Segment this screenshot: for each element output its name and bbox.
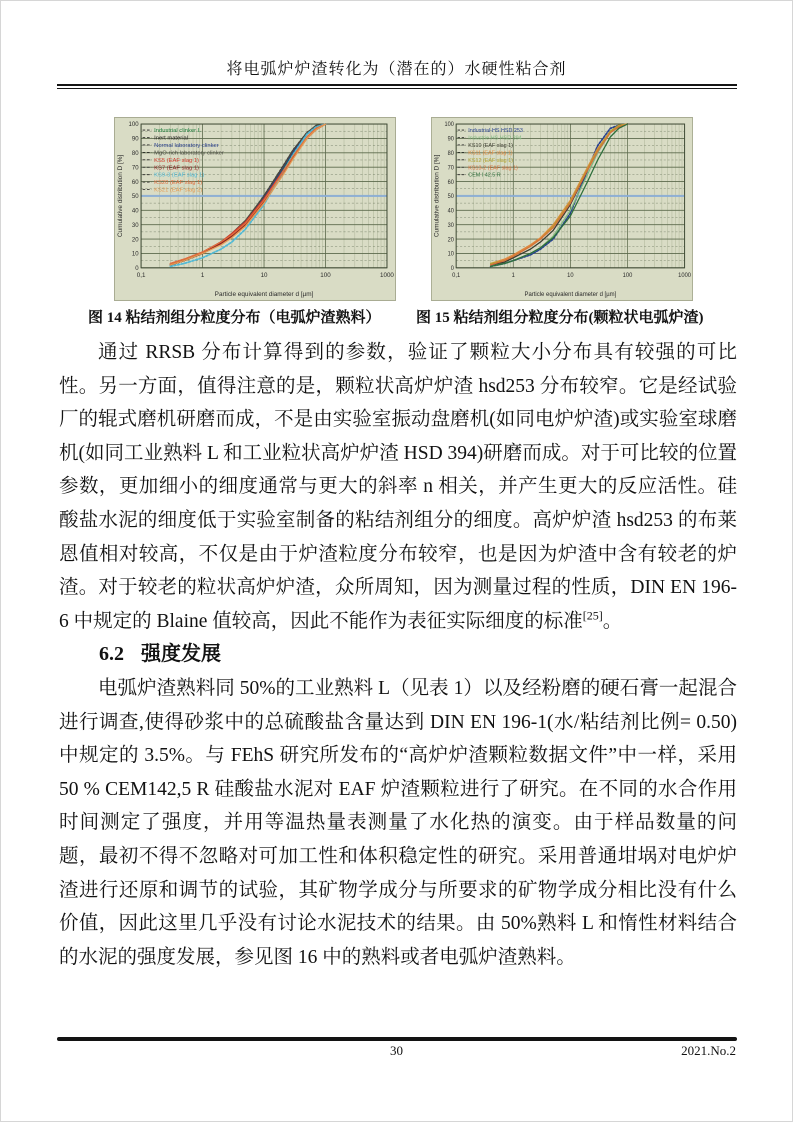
paragraph-2: 电弧炉渣熟料同 50%的工业熟料 L（见表 1）以及经粉磨的硬石膏一起混合进行调查,使得砂浆中的总硫酸盐含量达到 DIN EN 196-1(水/粘结剂比例= 0.50)中规定的 3.5%。与 FEhS 研究所发布的“高炉炉渣颗粒数据文件”中一样，采用 50 % CEM142,5 R 硅酸盐水泥对 EAF 炉渣颗粒进行了研究。在不同的水合作用时间测定了强度，并用等温热量表测量了水化热的演变。由于样品数量的问题，最初不得不忽略对可加工性和体积稳定性的研究。采用普通坩埚对电炉炉渣进行还原和调节的试验，其矿物学成分与所要求的矿物学成分相比没有什么价值，因此这里几乎没有讨论水泥技术的结果。由 50%熟料 L 和惰性材料结合的水泥的强度发展，参见图 16 中的熟料或者电弧炉渣熟料。 <box>59 677 737 968</box>
svg-text:100: 100 <box>128 122 139 129</box>
svg-text:KS7 (EAF slag 1): KS7 (EAF slag 1) <box>154 165 200 172</box>
svg-text:10: 10 <box>447 251 454 258</box>
svg-text:70: 70 <box>447 165 454 172</box>
svg-text:KS11 (EAF slag 1): KS11 (EAF slag 1) <box>468 150 513 157</box>
figure-15-caption: 图 15 粘结剂组分粒度分布(颗粒状电弧炉渣) <box>416 310 704 326</box>
svg-text:1000: 1000 <box>380 271 394 279</box>
svg-text:Cumulative distribution D [%]: Cumulative distribution D [%] <box>117 154 125 238</box>
svg-text:0: 0 <box>450 265 454 273</box>
svg-text:KS9-3 (EAF slag 1): KS9-3 (EAF slag 1) <box>154 172 205 179</box>
svg-text:1000: 1000 <box>678 272 692 279</box>
svg-text:40: 40 <box>447 208 454 215</box>
svg-text:Industrial clinker L: Industrial clinker L <box>154 128 201 135</box>
svg-text:80: 80 <box>131 151 139 158</box>
svg-text:10: 10 <box>567 272 574 279</box>
svg-text:30: 30 <box>447 222 454 229</box>
section-heading-6-2 <box>59 638 737 672</box>
citation-ref-25: [25] <box>582 608 603 623</box>
svg-text:70: 70 <box>131 165 139 172</box>
svg-text:10: 10 <box>131 251 139 258</box>
svg-text:40: 40 <box>131 208 139 215</box>
svg-text:Industrial-HS HSD 253: Industrial-HS HSD 253 <box>468 127 523 135</box>
svg-text:KS13-2 (EAF slag 1): KS13-2 (EAF slag 1) <box>468 165 518 172</box>
svg-text:80: 80 <box>447 150 454 158</box>
figure-14 <box>114 117 396 301</box>
svg-text:20: 20 <box>447 237 454 244</box>
section-title: 强度发展 <box>141 643 221 666</box>
svg-text:KS10 (EAF slag 1): KS10 (EAF slag 1) <box>468 142 513 150</box>
svg-text:60: 60 <box>447 179 454 186</box>
svg-text:1: 1 <box>200 271 205 279</box>
svg-text:0,1: 0,1 <box>136 271 146 279</box>
svg-text:90: 90 <box>131 136 139 143</box>
svg-text:20: 20 <box>131 237 139 244</box>
paragraph-1-tail: 。 <box>602 610 623 632</box>
svg-text:KS21 (EAF slag 2): KS21 (EAF slag 2) <box>154 187 203 194</box>
svg-text:Normal laboratory clinker: Normal laboratory clinker <box>154 142 219 149</box>
svg-text:100: 100 <box>444 122 454 129</box>
svg-text:KS12 (EAF slag 1): KS12 (EAF slag 1) <box>468 157 513 164</box>
svg-text:1: 1 <box>511 272 515 279</box>
svg-text:Industrie-HS HSD 394: Industrie-HS HSD 394 <box>468 135 522 142</box>
paragraph-1-text: 通过 RRSB 分布计算得到的参数，验证了颗粒大小分布具有较强的可比性。另一方面，值得注意的是，颗粒状高炉炉渣 hsd253 分布较窄。它是经试验厂的辊式磨机研磨而成，不是由实验室振动盘磨机(如同电炉炉渣)或实验室球磨机(如同工业熟料 L 和工业粒状高炉炉渣 HSD 394)研磨而成。对于可比较的位置参数，更加细小的细度通常与更大的斜率 n 相关，并产生更大的反应活性。硅酸盐水泥的细度低于实验室制备的粘结剂组分的细度。高炉炉渣 hsd253 的布莱恩值相对较高，不仅是由于炉渣粒度分布较窄，也是因为炉渣中含有较老的炉渣。对于较老的粒状高炉炉渣，众所周知，因为测量过程的性质，DIN EN 196-6 中规定的 Blaine 值较高，因此不能作为表征实际细度的标准 <box>59 342 737 632</box>
svg-text:60: 60 <box>131 179 139 186</box>
svg-text:MgO-rich laboratory clinker: MgO-rich laboratory clinker <box>154 150 224 157</box>
figure-14-caption: 图 14 粘结剂组分粒度分布（电弧炉渣熟料） <box>88 310 381 326</box>
svg-text:KS5 (EAF slag 1): KS5 (EAF slag 1) <box>154 157 200 164</box>
fig14-particle-distribution-chart <box>114 117 396 301</box>
fig15-particle-distribution-chart <box>431 117 693 301</box>
svg-text:Particle equivalent diameter d: Particle equivalent diameter d [µm] <box>524 290 617 299</box>
svg-text:Particle equivalent diameter d: Particle equivalent diameter d [µm] <box>214 290 314 298</box>
page-number: 30 <box>390 1043 403 1058</box>
svg-text:Cumulative distribution D [%]: Cumulative distribution D [%] <box>433 154 441 238</box>
svg-text:0,1: 0,1 <box>452 272 461 279</box>
footer-divider <box>57 1037 737 1041</box>
svg-text:10: 10 <box>260 271 268 279</box>
paragraph-1 <box>59 336 737 638</box>
svg-text:50: 50 <box>447 193 454 201</box>
issue-label: 2021.No.2 <box>681 1043 736 1058</box>
svg-text:90: 90 <box>447 136 454 143</box>
svg-text:0: 0 <box>135 266 139 273</box>
header-divider <box>57 84 737 89</box>
svg-text:100: 100 <box>320 271 331 279</box>
svg-text:Inert material: Inert material <box>154 135 189 142</box>
figure-15 <box>431 117 693 301</box>
page-header-title: 将电弧炉炉渣转化为（潜在的）水硬性粘合剂 <box>226 61 567 78</box>
section-number: 6.2 <box>99 643 124 666</box>
body-text <box>59 336 737 974</box>
svg-text:CEM I 42.5 R: CEM I 42.5 R <box>468 172 501 179</box>
svg-text:100: 100 <box>622 272 633 279</box>
svg-text:30: 30 <box>131 222 139 229</box>
svg-text:50: 50 <box>131 194 139 201</box>
svg-text:KS20 (EAF slag 1): KS20 (EAF slag 1) <box>154 180 203 187</box>
